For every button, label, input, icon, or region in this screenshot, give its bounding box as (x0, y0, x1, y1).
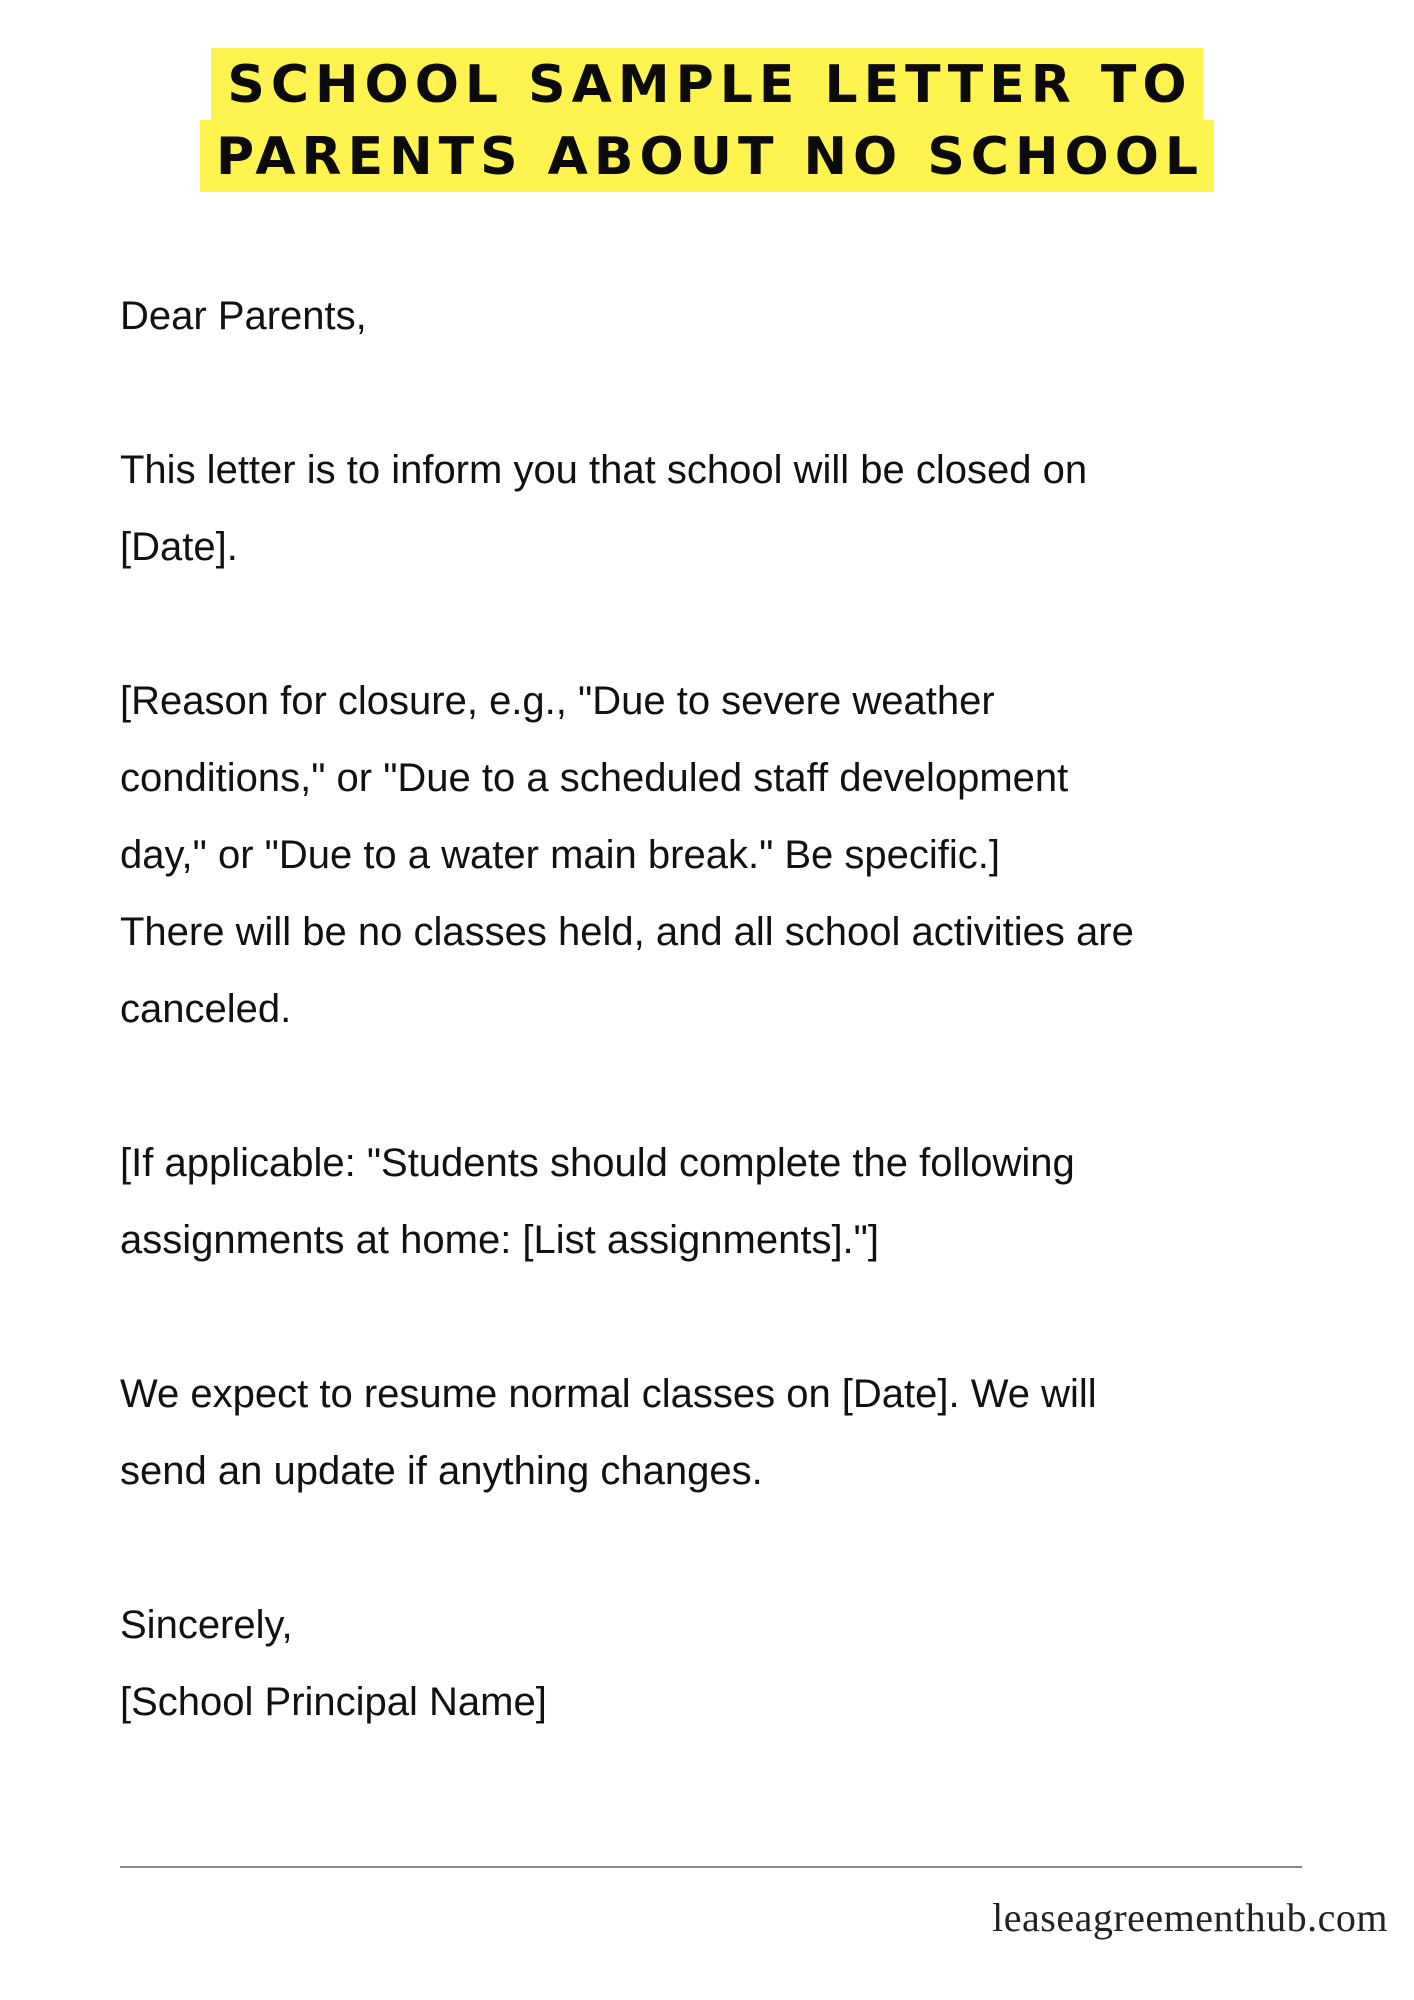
paragraph-assignments (120, 1125, 1340, 1279)
paragraph-closure-reason (120, 663, 1340, 1048)
paragraph-line: [Date]. (120, 525, 238, 569)
paragraph-line: There will be no classes held, and all school activities are (120, 910, 1134, 954)
paragraph-line: canceled. (120, 987, 292, 1031)
paragraph-line: day," or "Due to a water main break." Be specific.] (120, 833, 1001, 877)
footer-divider (120, 1866, 1302, 1868)
title-line-2: PARENTS ABOUT NO SCHOOL (200, 120, 1214, 192)
paragraph-line: send an update if anything changes. (120, 1449, 763, 1493)
paragraph-resume-classes (120, 1356, 1340, 1510)
title-line-1: SCHOOL SAMPLE LETTER TO (211, 48, 1202, 120)
signature: [School Principal Name] (120, 1680, 547, 1724)
document-title (0, 48, 1414, 192)
paragraph-line: [Reason for closure, e.g., "Due to severe weather (120, 679, 995, 723)
letter-body (120, 278, 1340, 1741)
paragraph-line: assignments at home: [List assignments]."] (120, 1218, 879, 1262)
paragraph-closure-notice (120, 432, 1340, 586)
paragraph-line: [If applicable: "Students should complete the following (120, 1141, 1075, 1185)
footer-site-name: leaseagreementhub.com (992, 1895, 1388, 1940)
salutation: Dear Parents, (120, 294, 367, 338)
closing: Sincerely, (120, 1603, 293, 1647)
paragraph-line: conditions," or "Due to a scheduled staff development (120, 756, 1069, 800)
paragraph-line: We expect to resume normal classes on [Date]. We will (120, 1372, 1097, 1416)
paragraph-line: This letter is to inform you that school will be closed on (120, 448, 1088, 492)
